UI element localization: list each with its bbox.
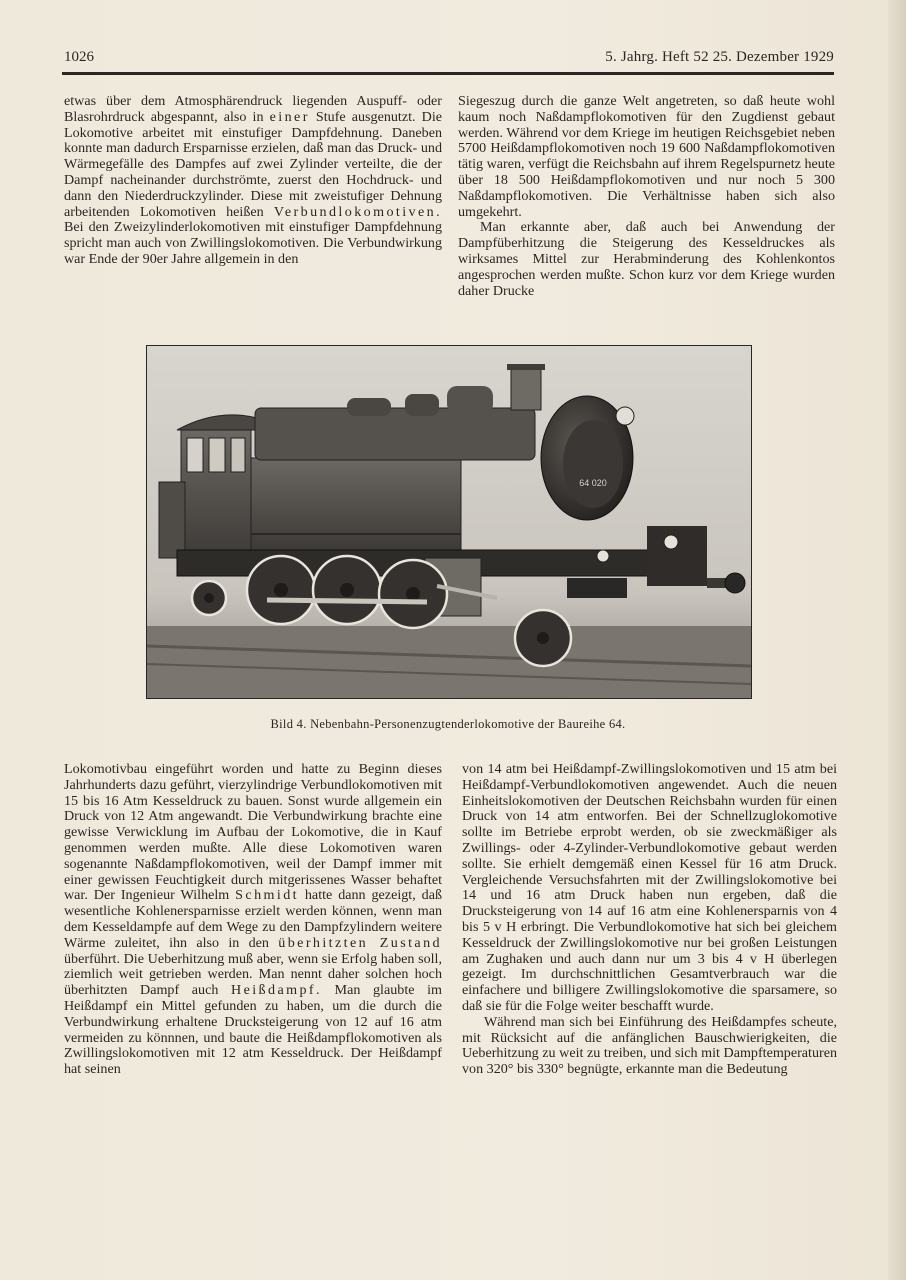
page-header — [64, 49, 834, 71]
spaced-emphasis: Verbundlokomotiven. — [273, 203, 442, 220]
locomotive-photo — [146, 345, 752, 699]
text-run: Stufe ausgenutzt. Die Lokomotive arbeitet mit einstufiger Dampfdehnung. Daneben konnte man dadurch Ersparnisse erzielen, daß man das Druck- und Wärmegefälle des Dampfes auf zwei Zylinder verteilte, die der Dampf nacheinander durchströmte, zuerst den Hochdruck- und dann den Niederdruckzylinder. Diese mit zweistufiger Dehnung arbeitenden Lokomotiven heißen — [64, 108, 442, 220]
text-column-bottom-right — [462, 762, 837, 1078]
text-run: Man glaubte im Heißdampf ein Mittel gefunden zu haben, um die durch die Verbundwirkung erhaltene Drucksteigerung von 12 auf 16 atm vermeiden zu könnnen, und baute die Heißdampflokomotiven als Zwillingslokomotiven mit 12 atm Kesseldruck. Der Heißdampf hat seinen — [64, 982, 442, 1078]
spaced-emphasis: Schmidt — [235, 887, 299, 904]
text-run: Bei den Zweizylinderlokomotiven mit einstufiger Dampfdehnung spricht man auch von Zwillingslokomotiven. Die Verbundwirkung war Ende der 90er Jahre allgemein in den — [64, 219, 442, 267]
spaced-emphasis: Heißdampf. — [231, 982, 322, 999]
page-edge — [888, 0, 906, 1280]
paragraph — [64, 762, 442, 1078]
text-column-top-left — [64, 94, 442, 268]
locomotive-number-plate: 64 020 — [579, 478, 607, 488]
spaced-emphasis: einer — [269, 108, 310, 125]
page-number: 1026 — [64, 49, 94, 65]
paragraph: Man erkannte aber, daß auch bei Anwendung der Dampfüberhitzung die Steigerung des Kesseldruckes als wirksames Mittel zur Herabminderung des Kohlenkontos angesprochen werden mußte. Schon kurz vor dem Kriege wurden daher Drucke — [458, 219, 835, 299]
paragraph: Siegeszug durch die ganze Welt angetreten, so daß heute wohl kaum noch Naßdampflokomotiven für den Zugdienst gebaut werden. Während vor dem Kriege im heutigen Reichsgebiet neben 5700 Heißdampflokomotiven noch 19 600 Naßdampflokomotiven tätig waren, verfügt die Reichsbahn auf ihrem Regelspurnetz heute über 18 500 Heißdampflokomotiven und nur noch 5 300 Naßdampflokomotiven. Die Verhältnisse haben sich also umgekehrt. — [458, 93, 835, 220]
paragraph: von 14 atm bei Heißdampf-Zwillingslokomotiven und 15 atm bei Heißdampf-Verbundlokomotiven angewendet. Auch die neuen Einheitslokomotiven der Deutschen Reichsbahn wurden für einen Druck von 14 atm entworfen. Bei der Schnellzuglokomotive sollte im Betriebe erprobt werden, ob sie zweckmäßiger als Zwillings- oder 4-Zylinder-Verbundlokomotive gebaut werden sollte. Sie erhielt demgemäß einen Kessel für 16 atm Druck. Vergleichende Versuchsfahrten mit der Zwillingslokomotive bei 14 und 16 atm Druck haben nun ergeben, daß die Drucksteigerung von 14 auf 16 atm eine Kohlenersparnis von 4 bis 5 v H erbringt. Die Verbundlokomotive hat sich bei gleichem Kesseldruck der Zwillingslokomotive nur bei großen Leistungen am Zughaken und auch dann nur um 3 bis 4 v H überlegen gezeigt. Im durchschnittlichen Gesamtverbrauch war die einfachere und billigere Zwillingslokomotive die sparsamere, so daß sie für die Folge weiter beschafft wurde. — [462, 761, 837, 1014]
text-column-top-right — [458, 94, 835, 299]
text-run: Lokomotivbau eingeführt worden und hatte zu Beginn dieses Jahrhunderts dazu geführt, vierzylindrige Verbundlokomotiven mit 15 bis 16 Atm Kesseldruck zu bauen. Sonst wurde allgemein ein Druck von 12 Atm angewandt. Die Verbundwirkung brachte eine gewisse Verwicklung im Aufbau der Lokomotive, die in Kauf genommen werden mußte. Alle diese Lokomotiven waren sogenannte Naßdampflokomotiven, weil der Dampf immer mit einer gewissen Feuchtigkeit durch mitgerissenes Wasser behaftet war. Der Ingenieur Wilhelm — [64, 761, 442, 904]
text-column-bottom-left — [64, 762, 442, 1078]
text-run: hatte dann gezeigt, daß wesentliche Kohlenersparnisse erzielt werden können, wenn man dem Kesseldampfe auf dem Wege zu den Dampfzylindern weitere Wärme zuleitet, ihn also in den — [64, 887, 442, 951]
paragraph — [64, 94, 442, 268]
figure-caption: Bild 4. Nebenbahn-Personenzugtenderlokomotive der Baureihe 64. — [270, 717, 626, 731]
locomotive-illustration — [147, 346, 751, 698]
issue-info: 5. Jahrg. Heft 52 25. Dezember 1929 — [605, 49, 834, 65]
spaced-emphasis: überhitzten Zustand — [278, 934, 442, 951]
header-rule — [62, 72, 834, 75]
paragraph: Während man sich bei Einführung des Heißdampfes scheute, mit Rücksicht auf die anfänglichen Bauschwierigkeiten, die Ueberhitzung zu weit zu treiben, und sich mit Dampftemperaturen von 320° bis 330° begnügte, erkannte man die Bedeutung — [462, 1013, 837, 1078]
text-run: etwas über dem Atmosphärendruck liegenden Auspuff- oder Blasrohrdruck abgespannt, also in — [64, 93, 442, 125]
text-run: überführt. Die Ueberhitzung muß aber, wenn sie Erfolg haben soll, ziemlich weit getrieben werden. Man nennt daher solchen hoch überhitzten Dampf auch — [64, 950, 442, 999]
